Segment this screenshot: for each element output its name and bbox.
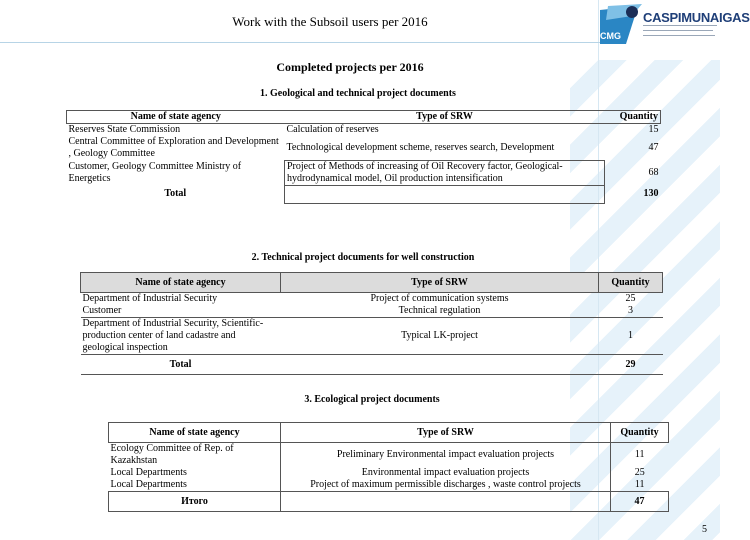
logo-subtext-line <box>643 25 717 26</box>
column-header: Name of state agency <box>81 273 281 293</box>
table-header-row <box>81 273 663 293</box>
section3-table <box>108 422 669 512</box>
quantity-cell: 25 <box>611 467 669 479</box>
page-number: 5 <box>702 524 707 535</box>
table-row <box>109 479 669 492</box>
empty-cell <box>281 355 599 375</box>
table-row <box>67 160 661 185</box>
total-value: 130 <box>643 188 659 199</box>
page-title: Work with the Subsoil users per 2016 <box>232 14 428 29</box>
column-header: Type of SRW <box>281 423 611 443</box>
table-row <box>81 293 663 306</box>
table-header-row <box>67 111 661 124</box>
type-cell: Calculation of reserves <box>286 124 379 135</box>
total-row <box>67 185 661 203</box>
section1-table <box>66 110 661 204</box>
agency-cell: Central Committee of Exploration and Development , Geology Committee <box>68 136 279 159</box>
table-row <box>81 305 663 318</box>
column-header: Type of SRW <box>281 273 599 293</box>
logo-abbreviation: CMG <box>600 31 621 41</box>
quantity-cell: 3 <box>628 305 633 316</box>
type-cell: Project of Methods of increasing of Oil Recovery factor, Geological-hydrodynamical model, Oil production intensification <box>285 160 605 185</box>
type-cell: Technical regulation <box>398 305 481 316</box>
agency-cell: Department of Industrial Security <box>82 293 218 304</box>
column-header: Name of state agency <box>149 426 240 438</box>
total-value: 47 <box>611 492 669 512</box>
table-row <box>109 467 669 479</box>
section2-heading: 2. Technical project documents for well construction <box>251 252 475 263</box>
quantity-cell: 11 <box>611 479 669 492</box>
logo-subtext-line <box>643 30 713 31</box>
logo-subtext-line <box>643 35 715 36</box>
agency-cell: Customer <box>82 305 122 316</box>
agency-cell: Local Departments <box>110 467 187 478</box>
column-header: Quantity <box>599 273 663 293</box>
table-row <box>109 443 669 468</box>
total-label: Total <box>164 188 187 199</box>
section1-heading: 1. Geological and technical project documents <box>260 88 456 99</box>
agency-cell: Customer, Geology Committee Ministry of Energetics <box>68 160 242 184</box>
quantity-cell: 15 <box>648 124 659 135</box>
section3-heading: 3. Ecological project documents <box>304 394 440 405</box>
column-header: Quantity <box>619 111 658 122</box>
agency-cell: Local Departments <box>110 479 187 490</box>
header-divider <box>0 42 600 43</box>
column-header: Type of SRW <box>416 111 473 122</box>
total-row <box>81 355 663 375</box>
agency-cell: Ecology Committee of Rep. of Kazakhstan <box>110 443 234 466</box>
quantity-cell: 11 <box>611 443 669 468</box>
type-cell: Technological development scheme, reserves search, Development <box>286 141 555 153</box>
empty-cell <box>281 492 611 512</box>
type-cell: Preliminary Environmental impact evaluation projects <box>281 443 611 468</box>
type-cell: Project of maximum permissible discharges , waste control projects <box>281 479 611 492</box>
empty-cell <box>285 185 605 203</box>
total-label: Итого <box>181 495 208 507</box>
section2-table <box>80 272 663 375</box>
agency-cell: Reserves State Commission <box>68 124 181 135</box>
quantity-cell: 1 <box>628 330 633 341</box>
type-cell: Typical LK-project <box>401 330 478 341</box>
total-value: 29 <box>625 358 636 370</box>
agency-cell: Department of Industrial Security, Scientific- production center of land cadastre and geological inspection <box>82 318 264 353</box>
table-row <box>67 136 661 160</box>
logo-text: CASPIMUNAIGAS <box>643 10 750 25</box>
quantity-cell: 68 <box>648 166 659 178</box>
type-cell: Environmental impact evaluation projects <box>281 467 611 479</box>
quantity-cell: 47 <box>648 142 659 153</box>
type-cell: Project of communication systems <box>370 293 509 304</box>
subtitle: Completed projects per 2016 <box>276 60 424 74</box>
table-row <box>81 318 663 355</box>
table-row <box>67 124 661 137</box>
column-header: Quantity <box>611 423 669 443</box>
total-label: Total <box>169 358 192 370</box>
column-header: Name of state agency <box>130 111 221 122</box>
quantity-cell: 25 <box>625 293 636 304</box>
total-row <box>109 492 669 512</box>
table-header-row <box>109 423 669 443</box>
